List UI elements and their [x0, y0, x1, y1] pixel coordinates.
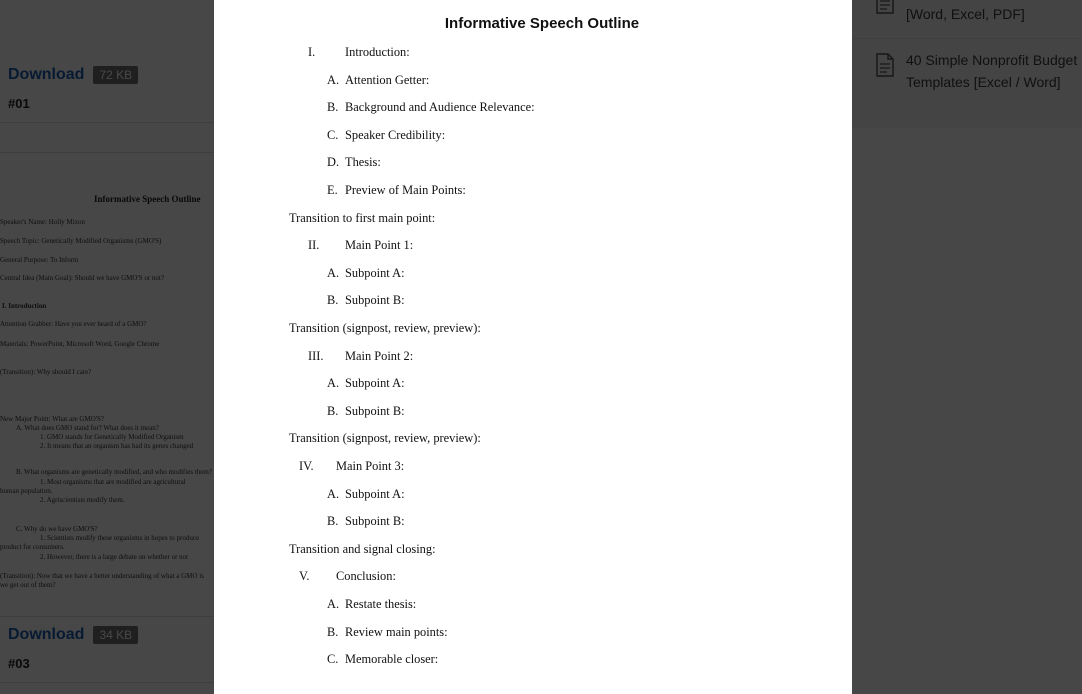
- outline-item: [327, 293, 405, 308]
- outline-text: Subpoint B:: [345, 403, 405, 418]
- outline-text: Main Point 1:: [345, 238, 414, 253]
- outline-marker: B.: [327, 293, 339, 308]
- outline-marker: I.: [308, 45, 316, 59]
- outline-item: [327, 128, 445, 143]
- outline-text: Introduction:: [345, 45, 410, 59]
- outline-item: [327, 183, 466, 198]
- outline-text: Main Point 3:: [336, 459, 405, 473]
- outline-item: [308, 45, 410, 60]
- outline-text: Conclusion:: [336, 569, 396, 584]
- outline-text: Transition (signpost, review, preview):: [289, 431, 481, 446]
- outline-item: [308, 238, 413, 253]
- outline-marker: A.: [327, 376, 340, 391]
- outline-marker: A.: [327, 72, 340, 87]
- outline-text: Preview of Main Points:: [345, 183, 466, 197]
- outline-marker: II.: [308, 238, 320, 253]
- outline-transition: [289, 542, 436, 557]
- outline-marker: C.: [327, 127, 339, 142]
- outline-item: [327, 100, 535, 115]
- outline-marker: D.: [327, 155, 340, 170]
- outline-text: Subpoint A:: [345, 265, 405, 280]
- outline-text: Memorable closer:: [345, 652, 439, 667]
- outline-item: [327, 376, 405, 391]
- outline-item: [299, 459, 404, 474]
- outline-item: [327, 487, 405, 502]
- outline-marker: B.: [327, 624, 339, 639]
- outline-text: Subpoint B:: [345, 293, 405, 308]
- outline-marker: B.: [327, 514, 339, 529]
- outline-marker: C.: [327, 652, 339, 667]
- outline-marker: III.: [308, 348, 324, 363]
- outline-text: Transition to first main point:: [289, 210, 436, 225]
- outline-item: [327, 652, 438, 667]
- outline-item: [327, 73, 429, 88]
- outline-marker: B.: [327, 403, 339, 418]
- outline-item: [327, 514, 405, 529]
- outline-text: Main Point 2:: [345, 348, 414, 363]
- outline-text: Transition (signpost, review, preview):: [289, 321, 481, 335]
- outline-text: Attention Getter:: [345, 72, 430, 87]
- outline-item: [327, 155, 381, 170]
- outline-text: Thesis:: [345, 155, 381, 170]
- outline-marker: A.: [327, 265, 340, 280]
- outline-item: [327, 625, 448, 640]
- outline-text: Background and Audience Relevance:: [345, 100, 535, 115]
- outline-item: [308, 349, 413, 364]
- outline-item: [327, 266, 405, 281]
- outline-marker: B.: [327, 100, 339, 115]
- outline-marker: IV.: [299, 459, 314, 473]
- lightbox-image: [214, 0, 852, 694]
- outline-transition: [289, 211, 435, 226]
- outline-text: Subpoint B:: [345, 514, 405, 529]
- outline-text: Subpoint A:: [345, 376, 405, 391]
- outline-item: [327, 404, 405, 419]
- outline-marker: E.: [327, 183, 338, 197]
- outline-marker: V.: [299, 569, 310, 584]
- document-title: Informative Speech Outline: [444, 15, 640, 32]
- outline-item: [299, 569, 396, 584]
- outline-item: [327, 597, 416, 612]
- outline-transition: [289, 321, 481, 336]
- outline-text: Review main points:: [345, 624, 448, 639]
- outline-marker: A.: [327, 486, 340, 501]
- outline-text: Subpoint A:: [345, 486, 405, 501]
- outline-text: Transition and signal closing:: [289, 541, 436, 556]
- outline-text: Speaker Credibility:: [345, 127, 446, 142]
- outline-marker: A.: [327, 597, 340, 611]
- outline-document: [214, 0, 852, 694]
- outline-transition: [289, 431, 481, 446]
- outline-text: Restate thesis:: [345, 597, 417, 611]
